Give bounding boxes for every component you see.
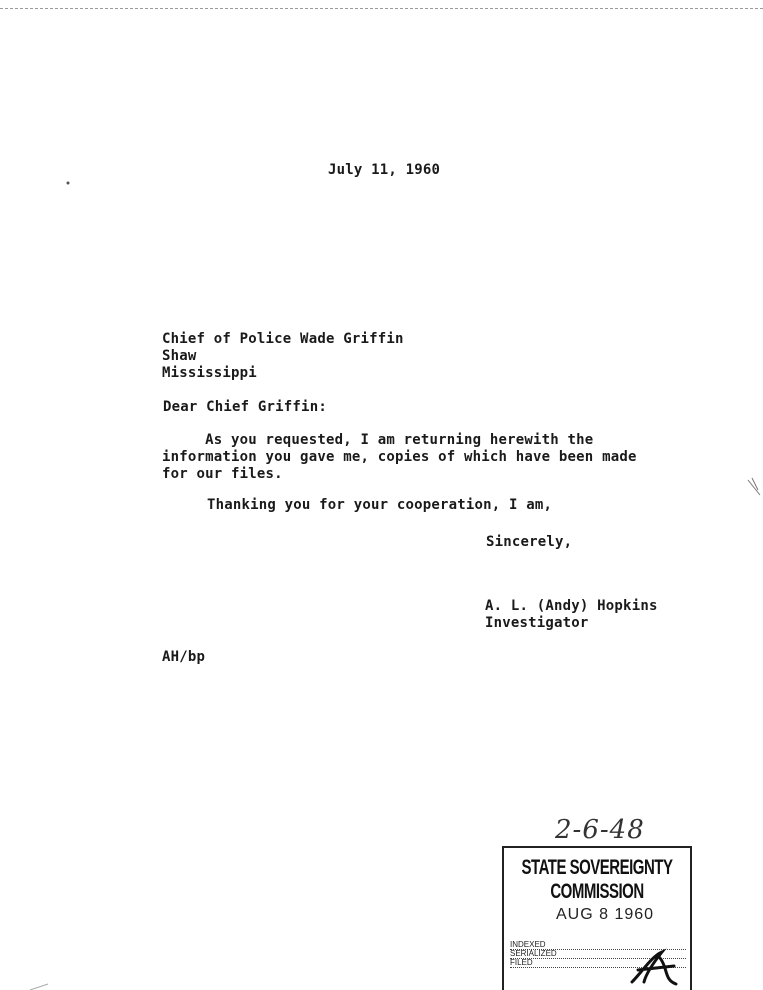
letter-date: July 11, 1960 (328, 162, 441, 178)
signer-name: A. L. (Andy) Hopkins (485, 598, 658, 614)
recipient-line: Shaw (162, 348, 197, 364)
salutation: Dear Chief Griffin: (163, 399, 327, 415)
thanks-line: Thanking you for your cooperation, I am, (207, 497, 553, 513)
recipient-line: Chief of Police Wade Griffin (162, 331, 404, 347)
stamp-title: STATE SOVEREIGNTY COMMISSION (521, 856, 673, 904)
body-line: information you gave me, copies of which have been made (162, 449, 637, 465)
typist-initials: AH/bp (162, 649, 206, 665)
body-line: for our files. (162, 466, 283, 482)
signer-title: Investigator (485, 615, 589, 631)
stamp-row-filed: FILED (510, 958, 686, 968)
body-line: As you requested, I am returning herewith the (162, 432, 594, 448)
closing: Sincerely, (486, 534, 573, 550)
stamp-row-serialized: SERIALIZED (510, 949, 686, 959)
stamp-date: AUG 8 1960 (556, 906, 655, 923)
stamp-row-indexed: INDEXED (510, 940, 686, 950)
handwritten-file-number: 2-6-48 (555, 815, 645, 845)
recipient-line: Mississippi (162, 365, 257, 381)
